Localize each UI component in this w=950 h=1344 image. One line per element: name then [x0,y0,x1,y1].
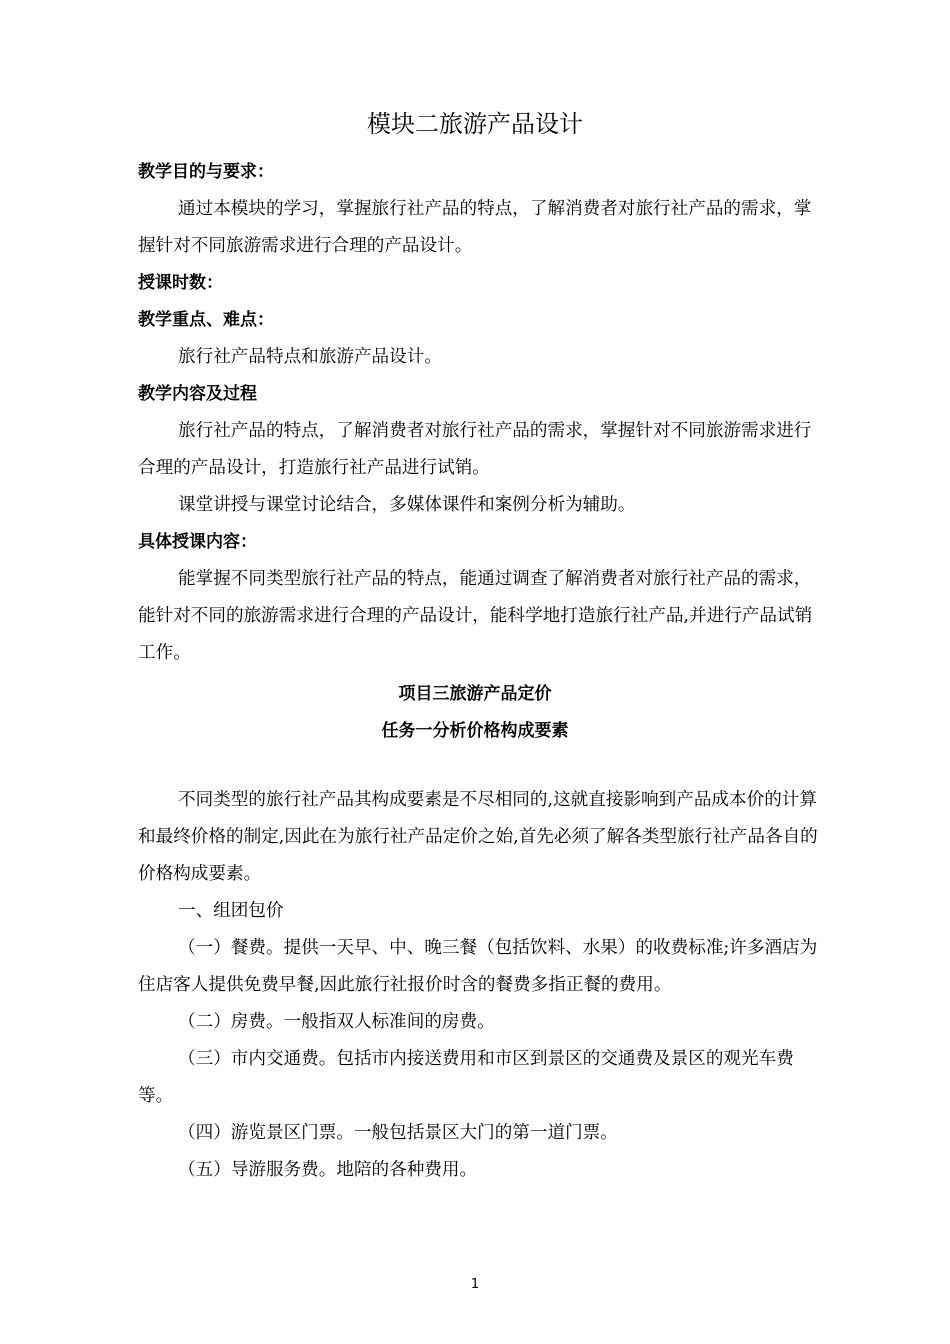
task-title: 任务一分析价格构成要素 [381,721,569,741]
list-item-guide: （五）导游服务费。地陪的各种费用。 [178,1160,478,1180]
document-title: 模块二旅游产品设计 [367,110,583,138]
list-item-transport: （三）市内交通费。包括市内接送费用和市区到景区的交通费及景区的观光车费等。 [138,1049,794,1106]
heading-content: 具体授课内容： [138,532,257,552]
heading-key-points: 教学重点、难点： [138,310,274,330]
list-item-tickets: （四）游览景区门票。一般包括景区大门的第一道门票。 [178,1123,618,1143]
paragraph-intro: 不同类型的旅行社产品其构成要素是不尽相同的,这就直接影响到产品成本价的计算和最终价格的制定,因此在为旅行社产品定价之始,首先必须了解各类型旅行社产品各自的价格构成要素。 [138,790,818,884]
heading-objectives: 教学目的与要求： [138,162,274,182]
paragraph-process-1: 旅行社产品的特点，了解消费者对旅行社产品的需求，掌握针对不同旅游需求进行合理的产品设计，打造旅行社产品进行试销。 [138,421,812,478]
heading-hours: 授课时数： [138,273,223,293]
paragraph-objectives: 通过本模块的学习，掌握旅行社产品的特点，了解消费者对旅行社产品的需求，掌握针对不同旅游需求进行合理的产品设计。 [138,199,812,256]
paragraph-key-points: 旅行社产品特点和旅游产品设计。 [178,347,442,367]
section-heading: 一、组团包价 [178,901,284,921]
list-item-meals: （一）餐费。提供一天早、中、晚三餐（包括饮料、水果）的收费标准;许多酒店为住店客人提供免费早餐,因此旅行社报价时含的餐费多指正餐的费用。 [138,938,818,995]
heading-process: 教学内容及过程 [138,384,257,404]
list-item-rooms: （二）房费。一般指双人标准间的房费。 [178,1012,495,1032]
paragraph-process-2: 课堂讲授与课堂讨论结合，多媒体课件和案例分析为辅助。 [178,495,636,515]
paragraph-content: 能掌握不同类型旅行社产品的特点，能通过调查了解消费者对旅行社产品的需求，能针对不同的旅游需求进行合理的产品设计，能科学地打造旅行社产品,并进行产品试销工作。 [138,569,813,663]
project-title: 项目三旅游产品定价 [398,684,552,704]
page-number: 1 [470,1277,480,1292]
